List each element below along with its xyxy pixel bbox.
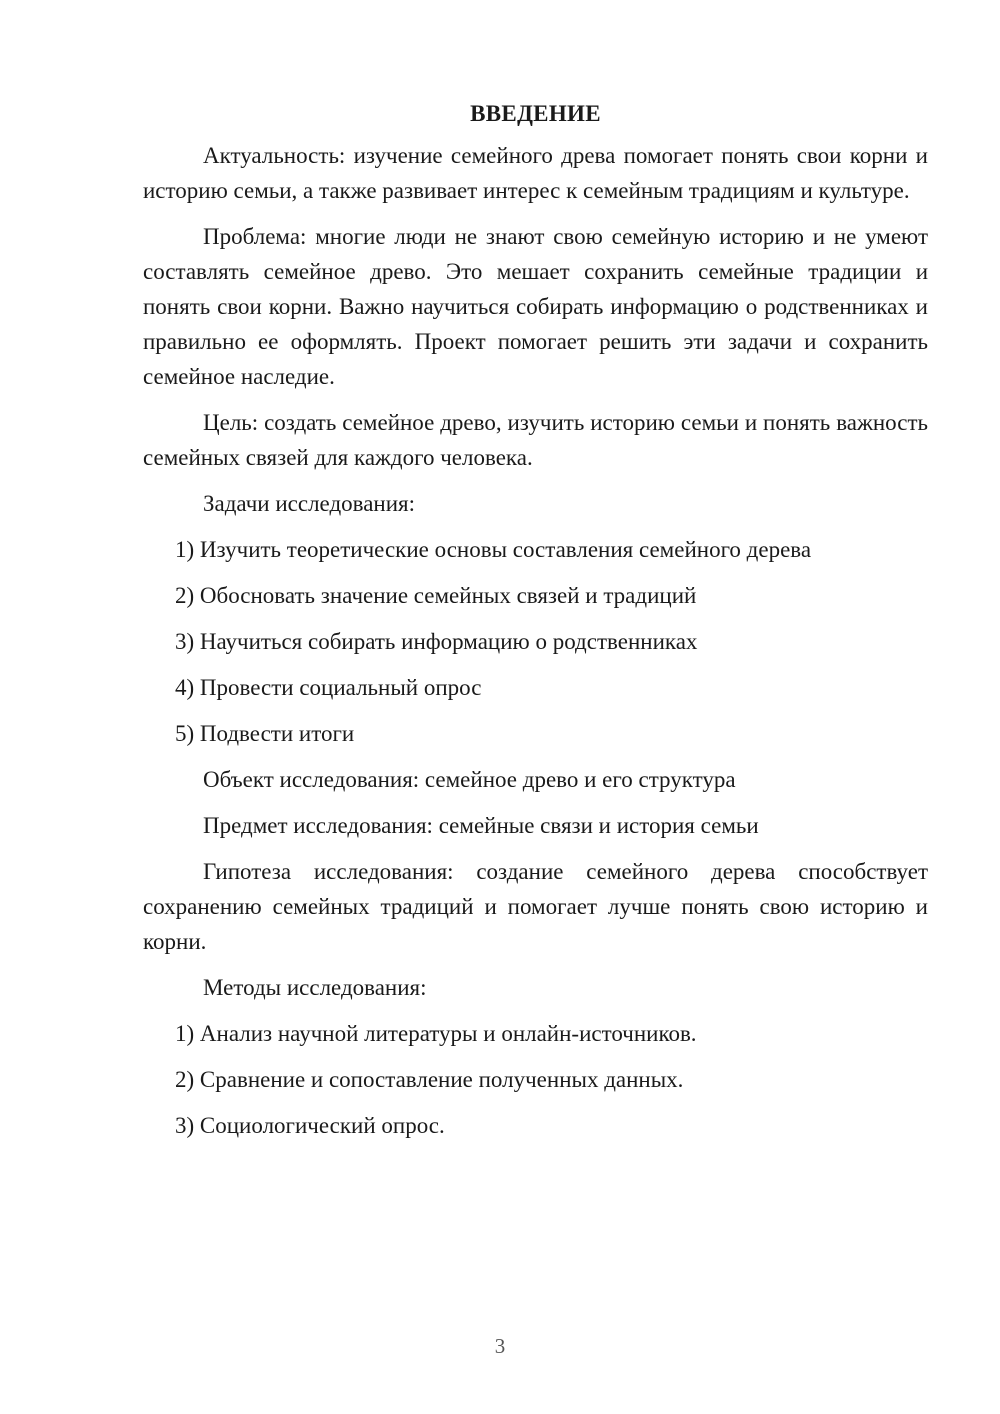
hypothesis-paragraph: Гипотеза исследования: создание семейного дерева способствует сохранению семейных традиций и помогает лучше понять свою историю и корни.: [143, 859, 928, 954]
problem-paragraph: Проблема: многие люди не знают свою семейную историю и не умеют составлять семейное древо. Это мешает сохранить семейные традиции и понять свои корни. Важно научиться собирать информацию о родственниках и правильно ее оформлять. Проект помогает решить эти задачи и сохранить семейное наследие.: [143, 224, 928, 389]
list-item: 3) Научиться собирать информацию о родственниках: [175, 629, 698, 654]
tasks-list: [143, 532, 928, 751]
relevance-paragraph: Актуальность: изучение семейного древа помогает понять свои корни и историю семьи, а также развивает интерес к семейным традициям и культуре.: [143, 143, 928, 203]
methods-list: [143, 1016, 928, 1143]
section-title: ВВЕДЕНИЕ: [470, 101, 601, 126]
methods-heading: Методы исследования:: [203, 975, 427, 1000]
goal-paragraph: Цель: создать семейное древо, изучить историю семьи и понять важность семейных связей для каждого человека.: [143, 410, 928, 470]
object-line: Объект исследования: семейное древо и его структура: [203, 767, 736, 792]
list-item: 1) Анализ научной литературы и онлайн-источников.: [175, 1021, 697, 1046]
list-item: 5) Подвести итоги: [175, 721, 355, 746]
list-item: 1) Изучить теоретические основы составления семейного дерева: [175, 537, 812, 562]
tasks-heading: Задачи исследования:: [203, 491, 416, 516]
page-number: 3: [494, 1334, 506, 1358]
list-item: 2) Сравнение и сопоставление полученных данных.: [175, 1067, 684, 1092]
subject-line: Предмет исследования: семейные связи и история семьи: [203, 813, 759, 838]
list-item: 4) Провести социальный опрос: [175, 675, 482, 700]
page-content: [143, 96, 928, 1154]
list-item: 3) Социологический опрос.: [175, 1113, 445, 1138]
list-item: 2) Обосновать значение семейных связей и традиций: [175, 583, 697, 608]
